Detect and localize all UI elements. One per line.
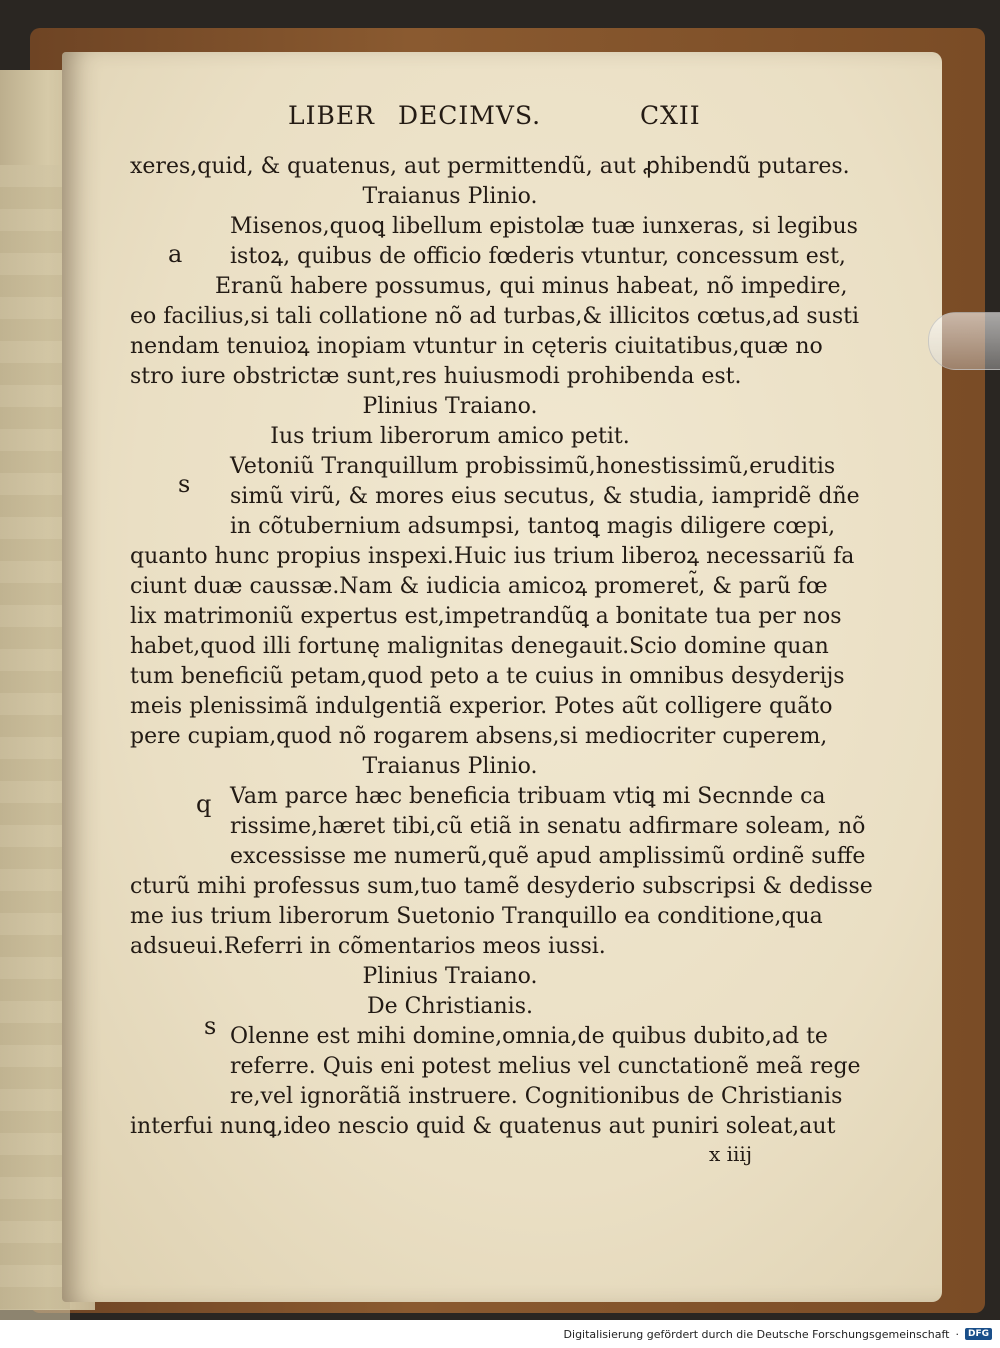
text-line: istoꝝ, quibus de officio fœderis vtuntur, concessum est, xyxy=(230,244,846,269)
initial-letter-s: s xyxy=(178,470,191,498)
text-line: eo facilius,si tali collatione nõ ad turbas,& illicitos cœtus,ad susti xyxy=(130,304,860,329)
section-heading: Plinius Traiano. xyxy=(362,964,538,989)
initial-letter-a: a xyxy=(168,240,183,268)
text-line: cturũ mihi professus sum,tuo tamẽ desyderio subscripsi & dedisse xyxy=(130,874,873,899)
text-line: pere cupiam,quod nõ rogarem absens,si mediocriter cuperem, xyxy=(130,724,828,749)
footer-bar xyxy=(0,1320,1000,1348)
text-line: referre. Quis eni potest melius vel cunctationẽ meã rege xyxy=(230,1054,861,1079)
text-line: re,vel ignorãtiã instruere. Cognitionibus de Christianis xyxy=(230,1084,843,1109)
text-line: nendam tenuioꝝ inopiam vtuntur in cęteris ciuitatibus,quæ no xyxy=(130,334,823,359)
text-line: rissime,hæret tibi,cũ etiã in senatu adfirmare soleam, nõ xyxy=(230,814,866,839)
funding-credit: Digitalisierung gefördert durch die Deutsche Forschungsgemeinschaft xyxy=(563,1327,950,1341)
section-heading: Traianus Plinio. xyxy=(362,754,538,779)
text-line: Vetoniũ Tranquillum probissimũ,honestissimũ,eruditis xyxy=(230,454,836,479)
text-line: meis plenissimã indulgentiã experior. Potes aũt colligere quãto xyxy=(130,694,833,719)
signature-mark: x iiij xyxy=(709,1142,753,1166)
text-line: excessisse me numerũ,quẽ apud amplissimũ ordinẽ suffe xyxy=(230,844,866,869)
text-line: Olenne est mihi domine,omnia,de quibus dubito,ad te xyxy=(230,1024,828,1049)
text-line: quanto hunc propius inspexi.Huic ius trium liberoꝝ necessariũ fa xyxy=(130,544,855,569)
text-line: me ius trium liberorum Suetonio Tranquillo ea conditione,qua xyxy=(130,904,823,929)
text-line: interfui nunꝗ,ideo nescio quid & quatenus aut puniri soleat,aut xyxy=(130,1114,836,1139)
text-line: ciunt duæ caussæ.Nam & iudicia amicoꝝ promeret̃, & parũ fœ xyxy=(130,574,828,599)
text-line: in cõtubernium adsumpsi, tantoꝗ magis diligere cœpi, xyxy=(230,514,836,539)
page-clip xyxy=(928,312,1000,370)
separator-dot: · xyxy=(955,1327,959,1341)
initial-letter-q: q xyxy=(196,790,212,818)
section-heading: Traianus Plinio. xyxy=(362,184,538,209)
text-line: adsueui.Referri in cõmentarios meos iussi. xyxy=(130,934,606,959)
header-decimus: DECIMVS. xyxy=(398,101,542,130)
text-line: simũ virũ, & mores eius secutus, & studia, iampridẽ dñe xyxy=(230,484,860,509)
text-line: habet,quod illi fortunę malignitas denegauit.Scio domine quan xyxy=(130,634,829,659)
text-line: stro iure obstrictæ sunt,res huiusmodi prohibenda est. xyxy=(130,364,742,389)
folio-number: CXII xyxy=(640,101,701,130)
text-line: Eranũ habere possumus, qui minus habeat, nõ impedire, xyxy=(215,274,848,299)
text-line: lix matrimoniũ expertus est,impetrandũꝗ a bonitate tua per nos xyxy=(130,604,842,629)
text-line: xeres,quid, & quatenus, aut permittendũ, aut ꝓhibendũ putares. xyxy=(130,154,850,179)
text-line: tum beneficiũ petam,quod peto a te cuius in omnibus desyderijs xyxy=(130,664,845,689)
initial-letter-s: s xyxy=(204,1012,217,1040)
text-line: Vam parce hæc beneficia tribuam vtiꝗ mi Secnnde ca xyxy=(230,784,826,809)
section-subheading: Ius trium liberorum amico petit. xyxy=(270,424,630,449)
running-header xyxy=(288,101,728,141)
section-subheading: De Christianis. xyxy=(367,994,533,1019)
section-heading: Plinius Traiano. xyxy=(362,394,538,419)
header-liber: LIBER xyxy=(288,101,375,130)
dfg-logo: DFG xyxy=(965,1328,992,1340)
text-line: Misenos,quoꝗ libellum epistolæ tuæ iunxeras, si legibus xyxy=(230,214,858,239)
